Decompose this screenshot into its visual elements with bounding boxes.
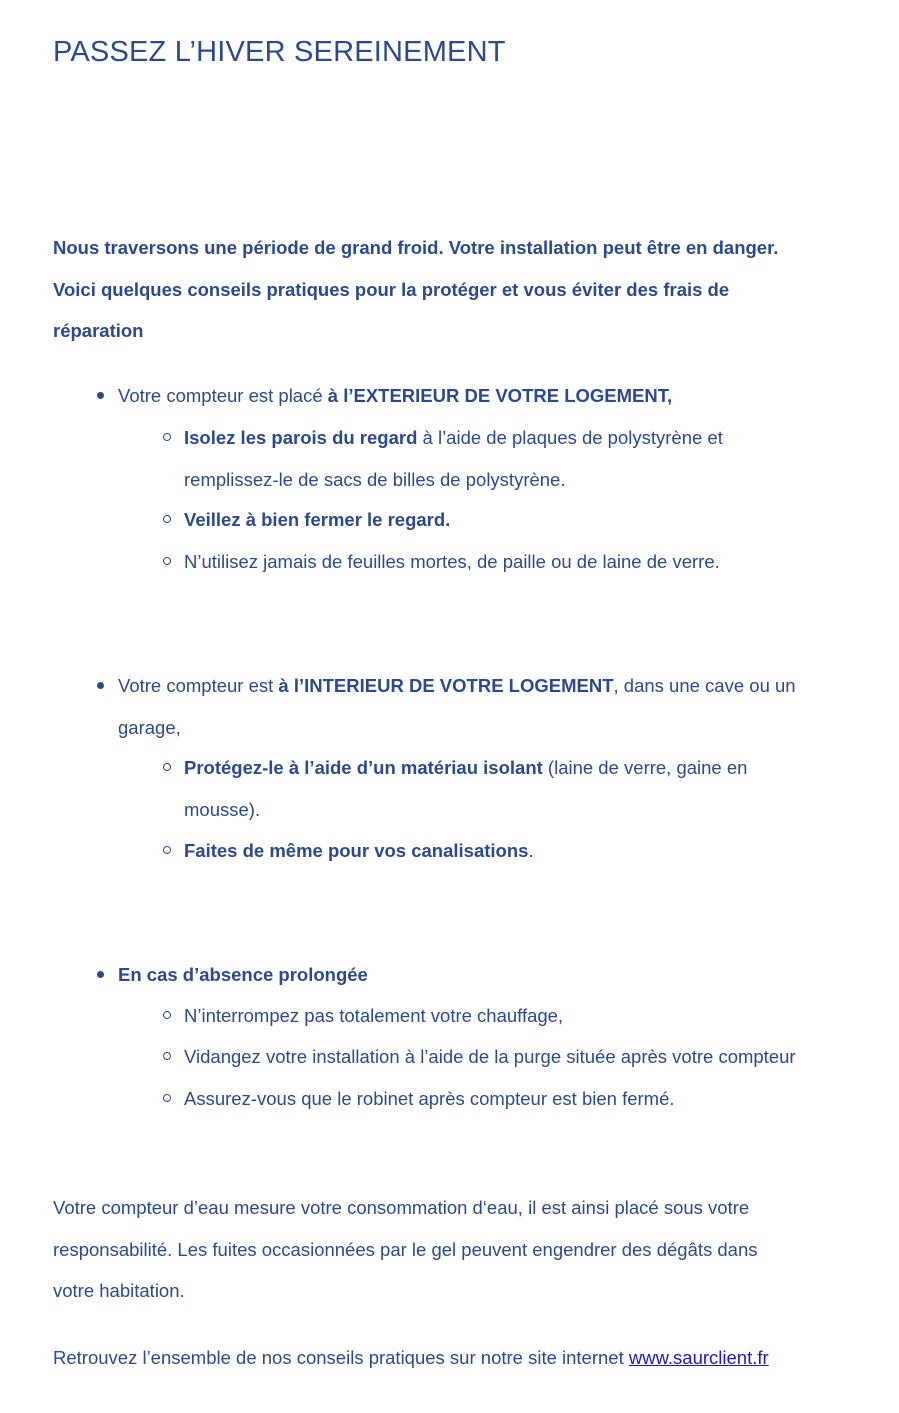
bullet-dot-icon (97, 682, 104, 689)
page-title: PASSEZ L’HIVER SEREINEMENT (53, 36, 506, 68)
circle-bullet-icon (163, 515, 171, 523)
circle-bullet-icon (163, 846, 171, 854)
sub-item-bold: Veillez à bien fermer le regard. (184, 509, 451, 530)
bullet-bold-text: à l’INTERIEUR DE VOTRE LOGEMENT (278, 675, 614, 696)
bullet-bold-text: à l’EXTERIEUR DE VOTRE LOGEMENT, (327, 385, 673, 406)
circle-bullet-icon (163, 1011, 171, 1019)
bullet-absence (118, 954, 888, 996)
bullet-interior (118, 665, 888, 748)
paragraph-line: votre habitation. (53, 1280, 185, 1301)
sub-item-text: Vidangez votre installation à l’aide de la purge située après votre compteur (184, 1046, 796, 1067)
paragraph-line: Votre compteur d’eau mesure votre consommation d‘eau, il est ainsi placé sous votre (53, 1197, 750, 1218)
circle-bullet-icon (163, 1052, 171, 1060)
intro-line: Nous traversons une période de grand froid. Votre installation peut être en danger. (53, 237, 779, 258)
sub-item-heating (184, 995, 884, 1037)
sub-item-no-leaves (184, 541, 884, 583)
sub-item-text: (laine de verre, gaine en (542, 757, 748, 778)
sub-item-bold: Faites de même pour vos canalisations (184, 840, 529, 861)
bullet-bold-text: En cas d’absence prolongée (118, 964, 368, 985)
sub-item-text: N’utilisez jamais de feuilles mortes, de paille ou de laine de verre. (184, 551, 720, 572)
sub-item-valve (184, 1078, 884, 1120)
bullet-dot-icon (97, 971, 104, 978)
website-link[interactable]: www.saurclient.fr (628, 1347, 769, 1368)
bullet-exterior (118, 375, 888, 417)
sub-item-text: remplissez-le de sacs de billes de polystyrène. (184, 468, 566, 490)
sub-item-bold: Isolez les parois du regard (184, 427, 418, 448)
responsibility-paragraph (53, 1187, 883, 1312)
bullet-text: garage, (118, 716, 181, 738)
paragraph-line: responsabilité. Les fuites occasionnées par le gel peuvent engendrer des dégâts dans (53, 1238, 758, 1260)
bullet-text: Votre compteur est (118, 675, 279, 696)
sub-item-text: N’interrompez pas totalement votre chauffage, (184, 1005, 564, 1026)
sub-item-text: mousse). (184, 798, 261, 820)
circle-bullet-icon (163, 433, 171, 441)
bullet-text: Votre compteur est placé (118, 385, 328, 406)
bullet-text: , dans une cave ou un (613, 675, 796, 696)
footer-paragraph (53, 1337, 883, 1379)
circle-bullet-icon (163, 557, 171, 565)
intro-line: Voici quelques conseils pratiques pour la protéger et vous éviter des frais de (53, 278, 730, 300)
intro-paragraph (53, 227, 883, 352)
circle-bullet-icon (163, 763, 171, 771)
sub-item-text: Assurez-vous que le robinet après compteur est bien fermé. (184, 1088, 675, 1109)
bullet-dot-icon (97, 392, 104, 399)
footer-text: Retrouvez l’ensemble de nos conseils pratiques sur notre site internet (53, 1347, 629, 1368)
sub-item-text: à l’aide de plaques de polystyrène et (417, 427, 723, 448)
sub-item-protect-meter (184, 747, 884, 830)
sub-item-drain (184, 1036, 884, 1078)
sub-item-pipes (184, 830, 884, 872)
sub-item-bold: Protégez-le à l’aide d’un matériau isolant (184, 757, 543, 778)
circle-bullet-icon (163, 1094, 171, 1102)
sub-item-close-manhole (184, 499, 884, 541)
intro-line: réparation (53, 320, 144, 341)
sub-item-insulate-walls (184, 417, 884, 500)
sub-item-text: . (528, 840, 534, 861)
